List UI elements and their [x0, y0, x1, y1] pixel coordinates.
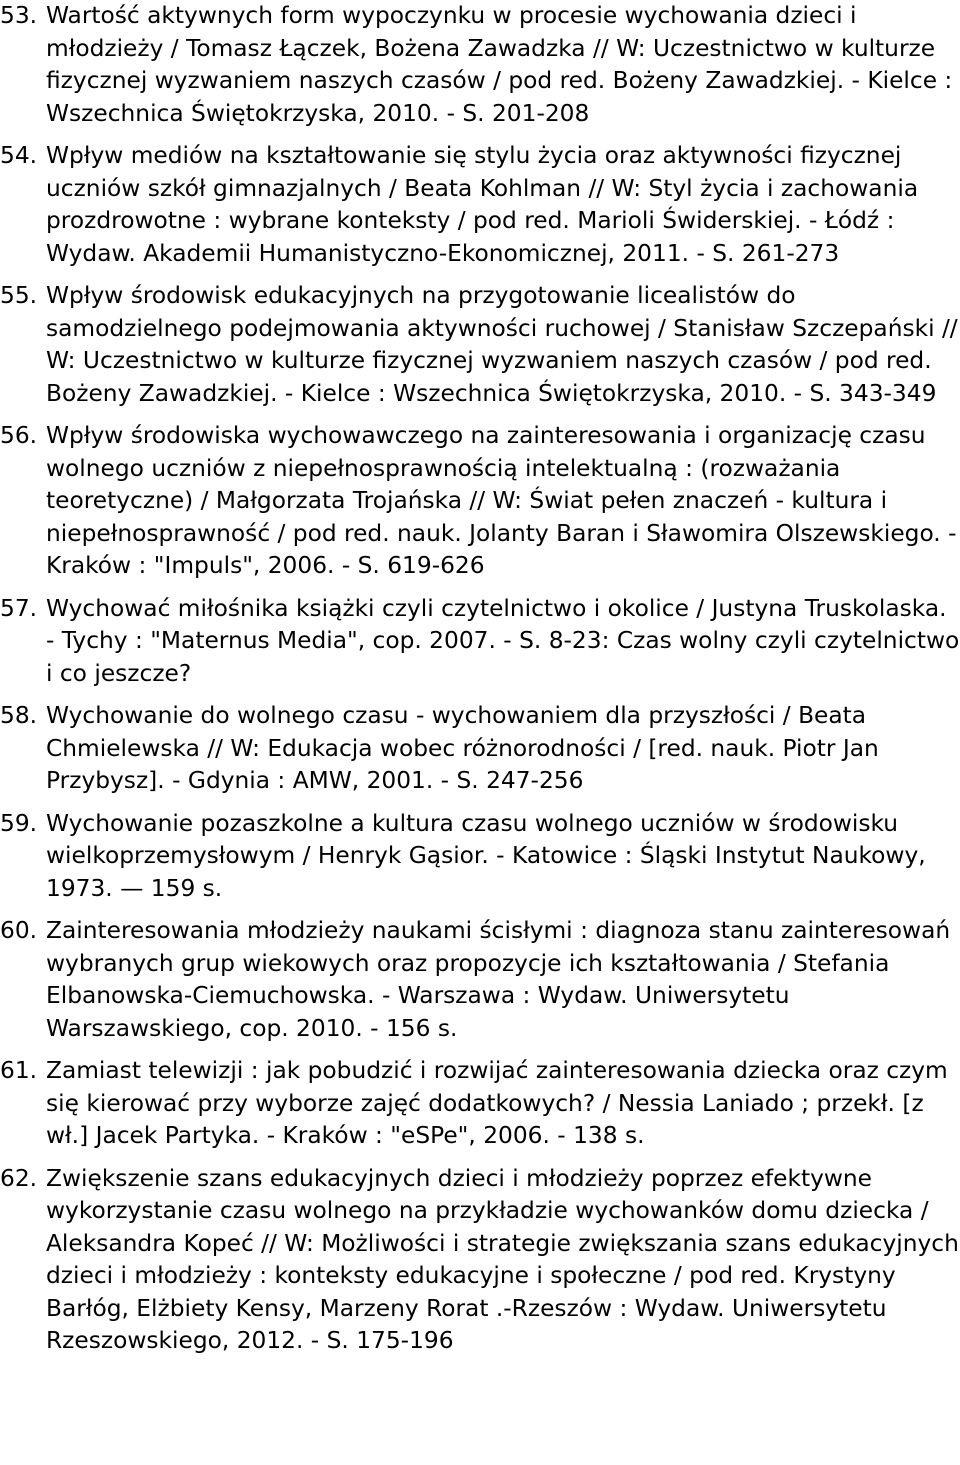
bibliography-entry-62 — [0, 1163, 960, 1358]
entry-text: Wychować miłośnika książki czyli czytelnictwo i okolice / Justyna Truskolaska. - Tychy : "Maternus Media", cop. 2007. - S. 8-23: Czas wolny czyli czytelnictwo i co jeszcze? — [46, 594, 960, 687]
entry-text: Zwiększenie szans edukacyjnych dzieci i młodzieży poprzez efektywne wykorzystanie czasu wolnego na przykładzie wychowanków domu dziecka / Aleksandra Kopeć // W: Możliwości i strategie zwiększania szans edukacyjnych dzieci i młodzieży : konteksty edukacyjne i społeczne / pod red. Krystyny Barłóg, Elżbiety Kensy, Marzeny Rorat .-Rzeszów : Wydaw. Uniwersytetu Rzeszowskiego, 2012. - S. 175-196 — [46, 1164, 959, 1354]
entry-text: Zainteresowania młodzieży naukami ścisłymi : diagnoza stanu zainteresowań wybranych grup wiekowych oraz propozycje ich kształtowania / Stefania Elbanowska-Ciemuchowska. - Warszawa : Wydaw. Uniwersytetu Warszawskiego, cop. 2010. - 156 s. — [46, 917, 951, 1042]
bibliography-entry-54 — [0, 140, 960, 270]
entry-text: Wartość aktywnych form wypoczynku w procesie wychowania dzieci i młodzieży / Tomasz Łączek, Bożena Zawadzka // W: Uczestnictwo w kulturze fizycznej wyzwaniem naszych czasów / pod red. Bożeny Zawadzkiej. - Kielce : Wszechnica Świętokrzyska, 2010. - S. 201-208 — [46, 2, 953, 127]
bibliography-entry-60 — [0, 915, 960, 1045]
entry-number: 55. — [0, 282, 38, 309]
entry-number: 54. — [0, 142, 38, 169]
entry-number: 61. — [0, 1057, 38, 1084]
entry-number: 56. — [0, 422, 38, 449]
bibliography-entry-59 — [0, 808, 960, 906]
entry-number: 58. — [0, 702, 38, 729]
entry-number: 53. — [0, 2, 38, 29]
entry-text: Wpływ mediów na kształtowanie się stylu życia oraz aktywności fizycznej uczniów szkół gimnazjalnych / Beata Kohlman // W: Styl życia i zachowania prozdrowotne : wybrane konteksty / pod red. Marioli Świderskiej. - Łódź : Wydaw. Akademii Humanistyczno-Ekonomicznej, 2011. - S. 261-273 — [46, 142, 919, 267]
bibliography-entry-56 — [0, 420, 960, 583]
entry-number: 60. — [0, 917, 38, 944]
entry-number: 57. — [0, 594, 38, 622]
entry-text: Zamiast telewizji : jak pobudzić i rozwijać zainteresowania dziecka oraz czym się kierować przy wyborze zajęć dodatkowych? / Nessia Laniado ; przekł. [z wł.] Jacek Partyka. - Kraków : "eSPe", 2006. - 138 s. — [46, 1057, 948, 1149]
entry-text: Wychowanie do wolnego czasu - wychowaniem dla przyszłości / Beata Chmielewska // W: Edukacja wobec różnorodności / [red. nauk. Piotr Jan Przybysz]. - Gdynia : AMW, 2001. - S. 247-256 — [46, 702, 879, 794]
bibliography-entry-58 — [0, 700, 960, 798]
entry-text: Wychowanie pozaszkolne a kultura czasu wolnego uczniów w środowisku wielkoprzemysłowym / Henryk Gąsior. - Katowice : Śląski Instytut Naukowy, 1973. — 159 s. — [46, 809, 926, 902]
bibliography-entry-57 — [0, 593, 960, 691]
entry-number: 59. — [0, 809, 38, 837]
bibliography-entry-61 — [0, 1055, 960, 1153]
entry-number: 62. — [0, 1164, 38, 1192]
bibliography-entry-55 — [0, 280, 960, 410]
entry-text: Wpływ środowiska wychowawczego na zainteresowania i organizację czasu wolnego uczniów z niepełnosprawnością intelektualną : (rozważania teoretyczne) / Małgorzata Trojańska // W: Świat pełen znaczeń - kultura i niepełnosprawność / pod red. nauk. Jolanty Baran i Sławomira Olszewskiego. - Kraków : "Impuls", 2006. - S. 619-626 — [46, 422, 957, 579]
entry-text: Wpływ środowisk edukacyjnych na przygotowanie licealistów do samodzielnego podejmowania aktywności ruchowej / Stanisław Szczepański // W: Uczestnictwo w kulturze fizycznej wyzwaniem naszych czasów / pod red. Bożeny Zawadzkiej. - Kielce : Wszechnica Świętokrzyska, 2010. - S. 343-349 — [46, 282, 958, 407]
bibliography-entry-53 — [0, 0, 960, 130]
